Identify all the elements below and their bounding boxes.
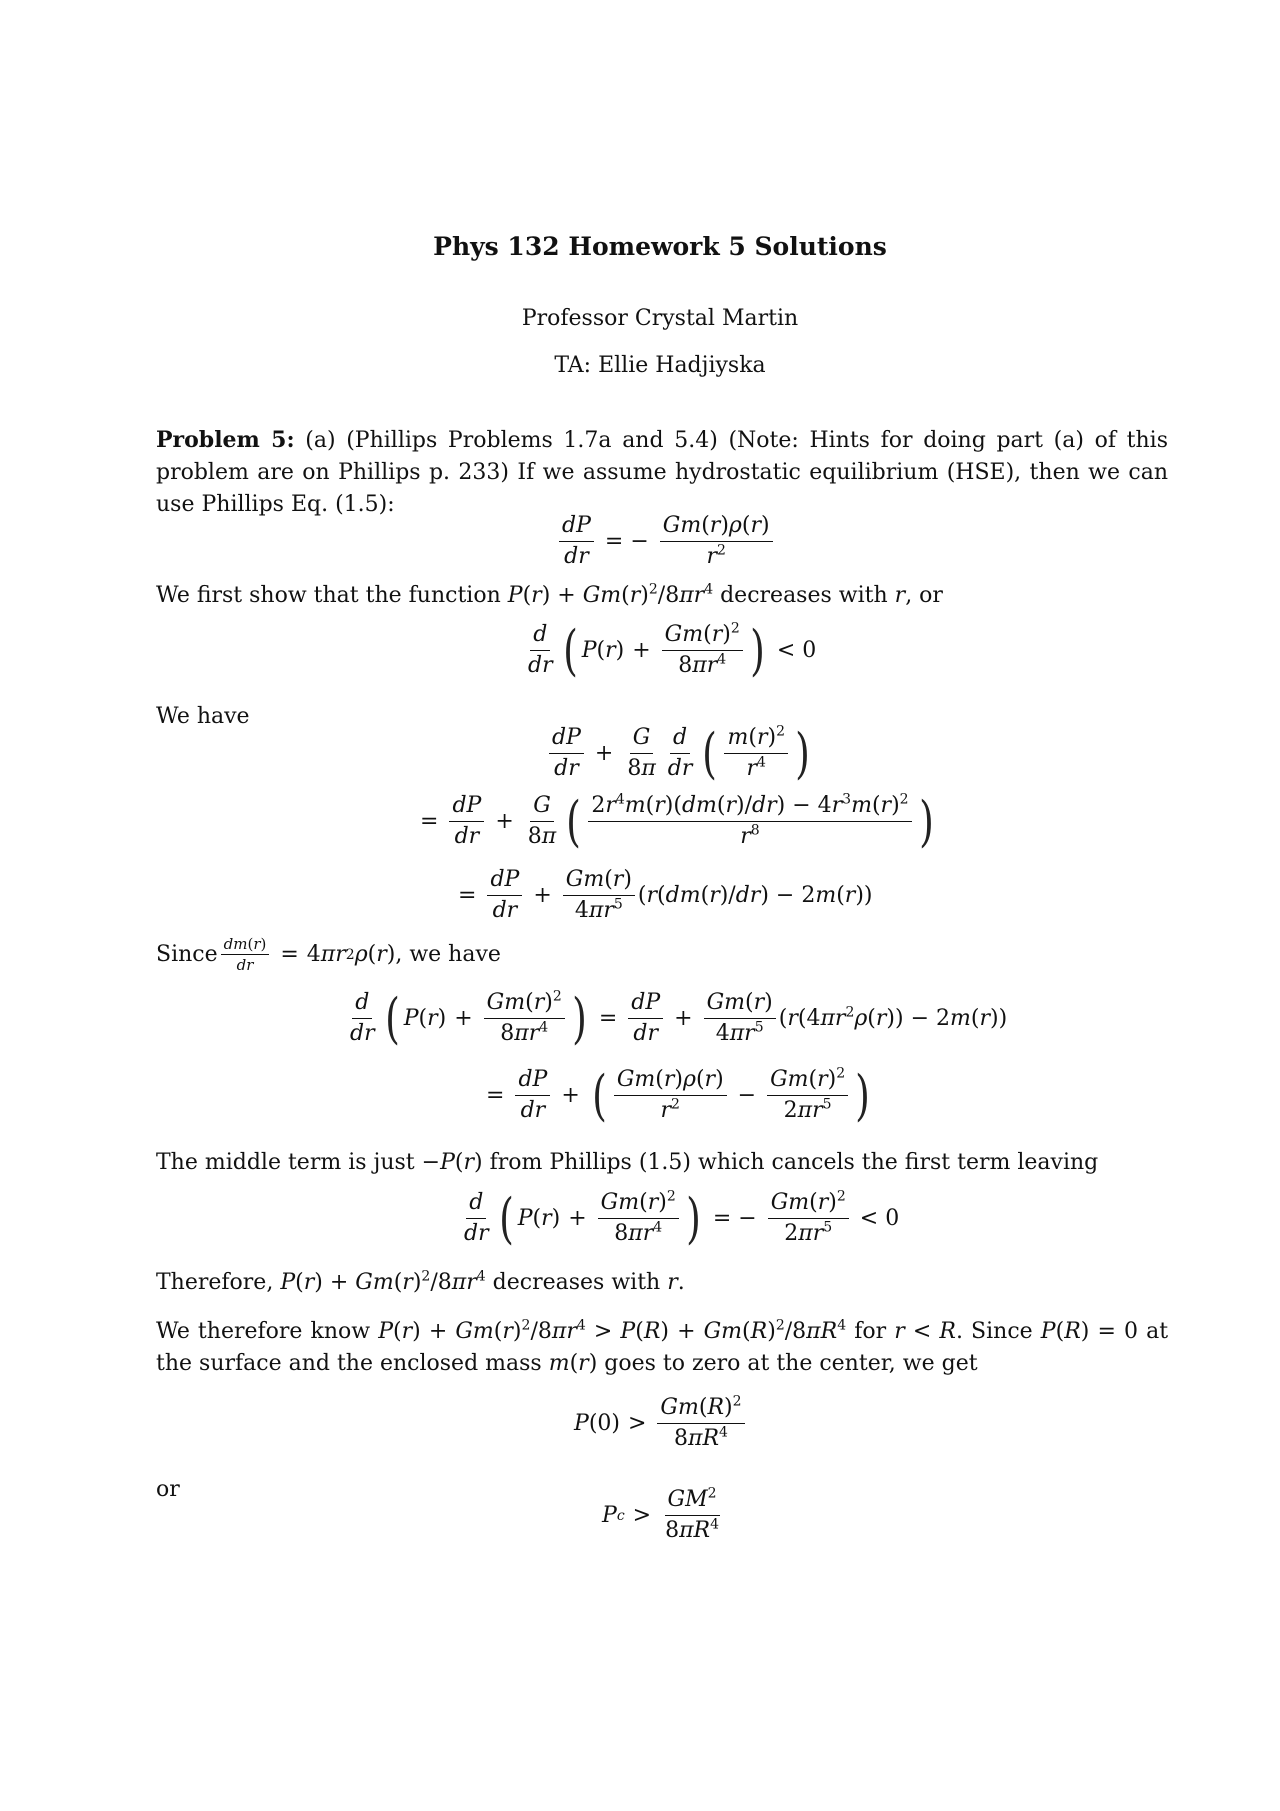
equation-result: $\frac{d}{dr}$ ( P ( r ) + $\frac{Gm(r)^2}{8\pi r^4}$ ) = − $\frac{Gm(r)^2}{2\pi r^5}$ < 0: [464, 1186, 900, 1250]
equation-central-pressure-2: P c > $\frac{GM^2}{8\pi R^4}$: [602, 1485, 720, 1543]
ta-line: TA: Ellie Hadjiyska: [554, 353, 766, 378]
we-therefore-know-paragraph: We therefore know $P(r) + Gm(r)^2/8\pi r^4 > P(R) + Gm(R)^2/8\pi R^4$ for r < R. Since P(R) = 0 at the surface and the enclosed mass m(r) goes to zero at the center, we get: [156, 1317, 1169, 1376]
equation-derivation-3: = $\frac{dP}{dr}$ + $\frac{Gm(r)}{4\pi r^5}$ (r(dm(r)/dr) − 2m(r)): [458, 867, 873, 923]
or-label: or: [156, 1477, 180, 1502]
equation-decreasing-claim: $\frac{d}{dr}$ ( P ( r ) + $\frac{Gm(r)^2}{8\pi r^4}$ ) < 0: [528, 618, 817, 682]
equation-central-pressure-1: P (0) > $\frac{Gm(R)^2}{8\pi R^4}$: [574, 1395, 748, 1452]
problem-paragraph: [156, 424, 1168, 521]
therefore-paragraph: Therefore, $P(r) + Gm(r)^2/8\pi r^4$ decreases with r.: [156, 1268, 685, 1295]
we-have-label: We have: [156, 704, 250, 729]
since-line: Since $\frac{dm(r)}{dr}$ = 4 πr 2 ρ ( r ) , we have: [156, 935, 501, 974]
equation-hse: $\frac{dP}{dr}$ = − $\frac{Gm(r)\rho(r)}{r^2}$: [556, 513, 776, 570]
first-show-paragraph: We first show that the function $P(r) + Gm(r)^2/8\pi r^4$ decreases with r, or: [156, 581, 943, 608]
problem-intro: (a) (Phillips Problems 1.7a and 5.4) (Note: Hints for doing part (a) of this problem are on Phillips p. 233) If we assume hydrostatic equilibrium (HSE), then we can use Phillips Eq. (1.5):: [156, 428, 1168, 517]
equation-substitution-1: $\frac{d}{dr}$ ( P ( r ) + $\frac{Gm(r)^2}{8\pi r^4}$ ) = $\frac{dP}{dr}$ + $\frac{Gm(r)}{4\pi r^5}$ $(r(4\pi r^2\rho(r)) - 2m(r))$: [350, 986, 1008, 1050]
problem-label: Problem 5:: [156, 427, 295, 453]
professor-line: Professor Crystal Martin: [521, 306, 799, 331]
equation-derivation-2: = $\frac{dP}{dr}$ + $\frac{G}{8\pi}$ ( $\frac{2r^4m(r)(dm(r)/dr) - 4r^3m(r)^2}{r^8}$ ): [420, 789, 934, 853]
equation-derivation-1: $\frac{dP}{dr}$ + $\frac{G}{8\pi}$ $\frac{d}{dr}$ ( $\frac{m(r)^2}{r^4}$ ): [546, 725, 814, 782]
middle-term-paragraph: The middle term is just −P(r) from Phillips (1.5) which cancels the first term leaving: [156, 1150, 1099, 1175]
document-title: Phys 132 Homework 5 Solutions: [433, 232, 887, 261]
equation-substitution-2: = $\frac{dP}{dr}$ + ( $\frac{Gm(r)\rho(r)}{r^2}$ − $\frac{Gm(r)^2}{2\pi r^5}$ ): [486, 1063, 871, 1127]
